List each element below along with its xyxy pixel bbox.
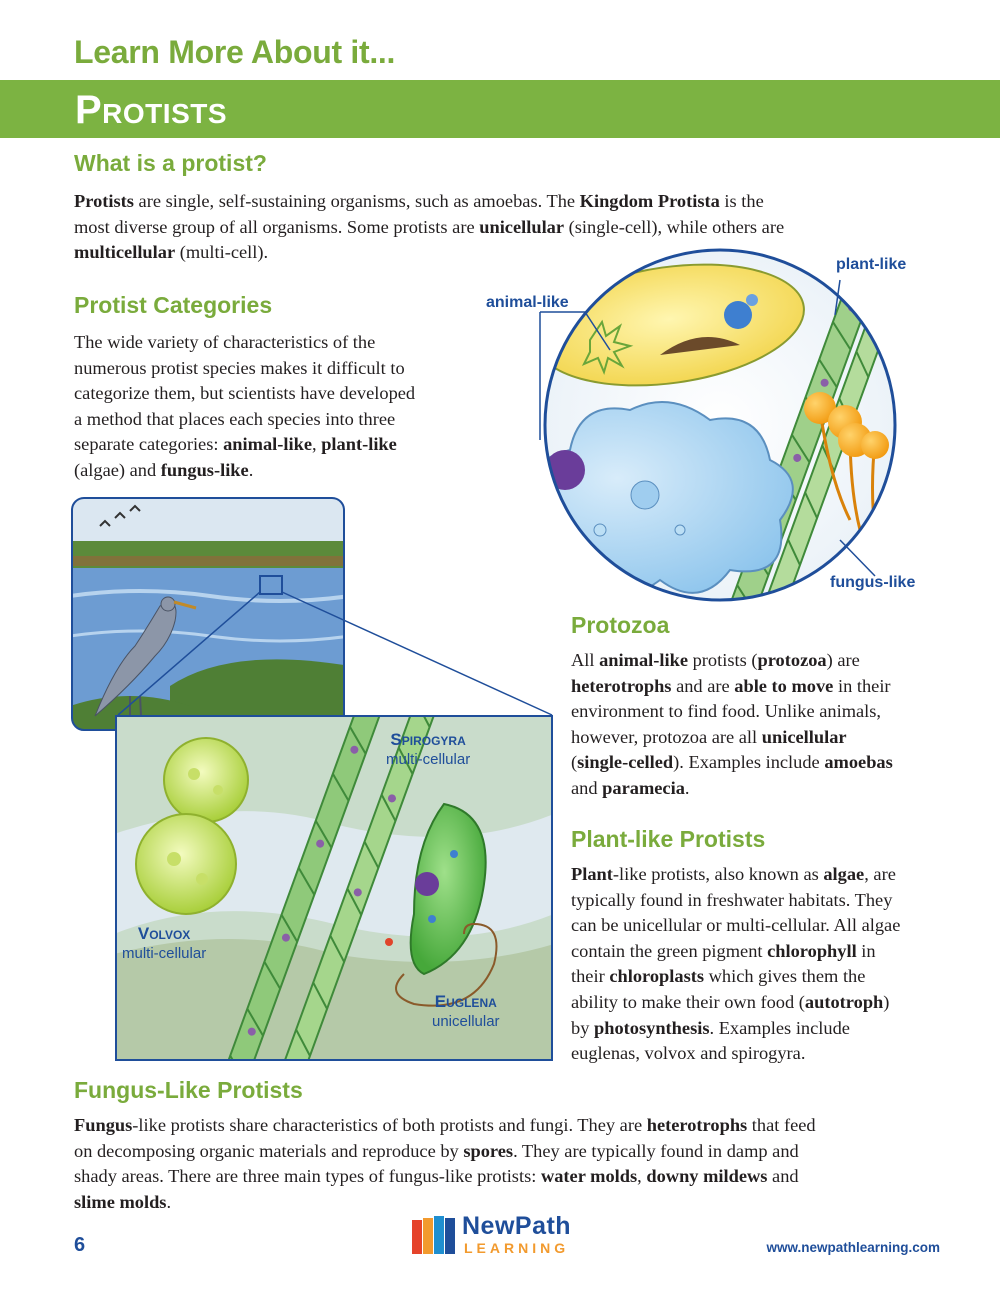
plant-like-paragraph xyxy=(571,862,981,1067)
spirogyra-name: Spirogyra xyxy=(390,730,466,749)
bold-term: fungus-like xyxy=(160,459,249,480)
bold-term: chlorophyll xyxy=(767,940,857,961)
volvox-type: multi-cellular xyxy=(122,945,207,962)
page-kicker: Learn More About it... xyxy=(74,34,396,70)
paragraph-line: contain the green pigment chlorophyll in xyxy=(571,940,876,961)
categories-paragraph xyxy=(74,330,484,484)
spirogyra-label xyxy=(386,730,470,770)
bold-term: unicellular xyxy=(761,726,847,747)
plant-like-label: plant-like xyxy=(836,256,907,273)
bold-term: downy mildews xyxy=(646,1166,768,1187)
footer-url: www.newpathlearning.com xyxy=(766,1240,940,1255)
bold-term: amoebas xyxy=(824,752,893,773)
paragraph-line: on decomposing organic materials and reproduce by spores. They are typically found in damp and xyxy=(74,1140,799,1161)
paragraph-line: environment to find food. Unlike animals, xyxy=(571,701,882,722)
bold-term: Fungus xyxy=(74,1115,133,1135)
bold-term: photosynthesis xyxy=(594,1017,710,1038)
title-banner xyxy=(0,80,1000,138)
paragraph-line: and paramecia. xyxy=(571,777,690,798)
bold-term: single-celled xyxy=(577,752,674,773)
paragraph-line: most diverse group of all organisms. Some protists are unicellular (single-cell), while others are xyxy=(74,216,785,237)
page-title: Protists xyxy=(75,88,228,132)
bold-term: heterotrophs xyxy=(646,1115,748,1135)
bold-term: heterotrophs xyxy=(571,675,672,696)
paragraph-line: Fungus-like protists share characteristics of both protists and fungi. They are heterotrophs that feed xyxy=(74,1115,816,1135)
bold-term: chloroplasts xyxy=(609,966,705,987)
paragraph-line: their chloroplasts which gives them the xyxy=(571,966,866,987)
bold-term: paramecia xyxy=(602,777,685,798)
bold-term: spores xyxy=(463,1140,514,1161)
bold-term: algae xyxy=(823,864,865,884)
paragraph-line: The wide variety of characteristics of the xyxy=(74,332,376,352)
paragraph-line: categorize them, but scientists have developed xyxy=(74,383,416,404)
euglena-name: Euglena xyxy=(434,992,497,1011)
paragraph-line: typically found in freshwater habitats. They xyxy=(571,889,893,910)
protozoa-paragraph xyxy=(571,648,971,802)
paragraph-line: euglenas, volvox and spirogyra. xyxy=(571,1043,806,1064)
bold-term: able to move xyxy=(734,675,834,696)
paragraph-line: All animal-like protists (protozoa) are xyxy=(571,650,860,670)
what-is-heading: What is a protist? xyxy=(74,150,267,176)
fungus-like-label: fungus-like xyxy=(830,574,916,591)
bold-term: animal-like xyxy=(599,650,689,670)
euglena-label xyxy=(432,992,500,1032)
bold-term: multicellular xyxy=(74,242,176,263)
paragraph-line: separate categories: animal-like, plant-like xyxy=(74,434,397,455)
bold-term: autotroph xyxy=(804,991,884,1012)
paragraph-line: (algae) and fungus-like. xyxy=(74,459,254,480)
logo-subword: LEARNING xyxy=(464,1240,570,1256)
categories-heading: Protist Categories xyxy=(74,292,273,318)
paragraph-line: however, protozoa are all unicellular xyxy=(571,726,847,747)
volvox-name: Volvox xyxy=(137,924,191,943)
paragraph-line: numerous protist species makes it difficult to xyxy=(74,357,405,378)
plant-like-heading: Plant-like Protists xyxy=(571,826,766,852)
bold-term: Protists xyxy=(74,191,134,211)
zoom-connector-lines xyxy=(110,570,570,720)
bold-term: Kingdom Protista xyxy=(579,191,720,211)
paragraph-line: shady areas. There are three main types of fungus-like protists: water molds, downy mildews and xyxy=(74,1166,799,1187)
paragraph-line: Protists are single, self-sustaining organisms, such as amoebas. The Kingdom Protista is the xyxy=(74,191,764,211)
paragraph-line: ability to make their own food (autotroph) xyxy=(571,991,890,1012)
protozoa-heading: Protozoa xyxy=(571,612,670,638)
bold-term: slime molds xyxy=(74,1191,167,1212)
bold-term: Plant xyxy=(571,864,613,884)
spirogyra-type: multi-cellular xyxy=(386,751,471,768)
animal-like-label: animal-like xyxy=(486,294,569,311)
paragraph-line: can be unicellular or multi-cellular. All algae xyxy=(571,915,901,936)
paragraph-line: heterotrophs and are able to move in their xyxy=(571,675,891,696)
bold-term: unicellular xyxy=(479,216,565,237)
bold-term: water molds xyxy=(540,1166,638,1187)
euglena-type: unicellular xyxy=(432,1013,500,1030)
paragraph-line: by photosynthesis. Examples include xyxy=(571,1017,850,1038)
logo-wordmark: NewPath xyxy=(462,1212,572,1240)
volvox-label xyxy=(122,924,206,964)
fungus-like-heading: Fungus-Like Protists xyxy=(74,1077,303,1103)
paragraph-line: slime molds. xyxy=(74,1191,172,1212)
fungus-like-paragraph xyxy=(74,1113,974,1215)
book-icon xyxy=(410,1214,460,1256)
paragraph-line: (single-celled). Examples include amoebas xyxy=(571,752,893,773)
bold-term: animal-like xyxy=(223,434,312,455)
bold-term: plant-like xyxy=(321,434,397,455)
page-number: 6 xyxy=(74,1234,86,1256)
paragraph-line: multicellular (multi-cell). xyxy=(74,242,269,263)
bold-term: protozoa xyxy=(757,650,827,670)
paragraph-line: a method that places each species into three xyxy=(74,408,396,429)
paragraph-line: Plant-like protists, also known as algae, are xyxy=(571,864,896,884)
newpath-logo xyxy=(410,1212,610,1258)
